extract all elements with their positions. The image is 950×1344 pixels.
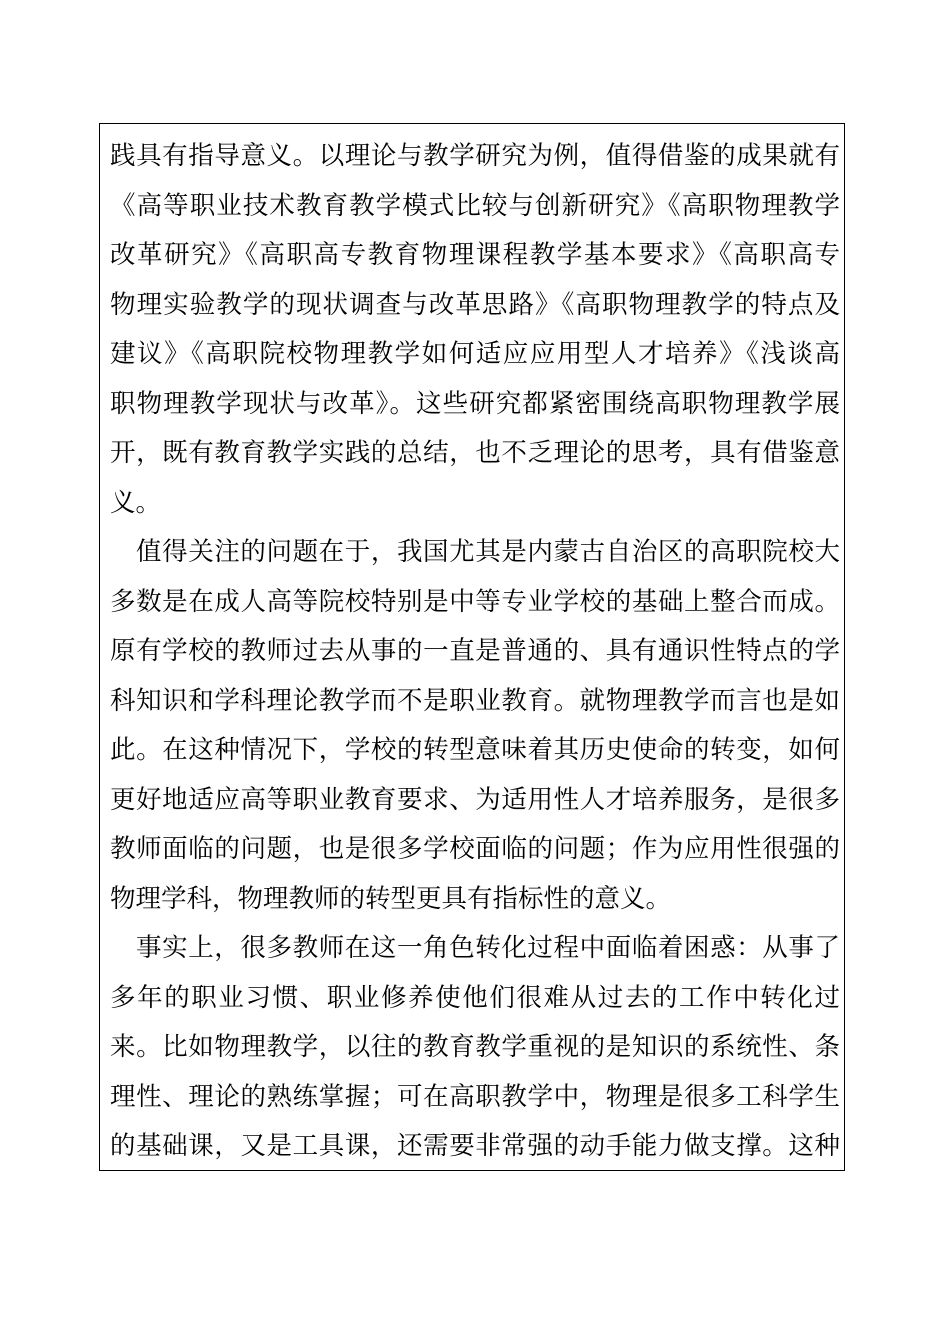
paragraph-2 [110, 528, 840, 924]
text-line: 《高等职业技术教育教学模式比较与创新研究》《高职物理教学 [110, 190, 840, 221]
text-line: 多数是在成人高等院校特别是中等专业学校的基础上整合而成。 [110, 586, 840, 617]
text-line: 此。在这种情况下，学校的转型意味着其历史使命的转变，如何 [110, 735, 840, 765]
text-line: 改革研究》《高职高专教育物理课程教学基本要求》《高职高专 [110, 240, 840, 270]
text-line: 教师面临的问题，也是很多学校面临的问题；作为应用性很强的 [110, 834, 840, 864]
text-line: 开，既有教育教学实践的总结，也不乏理论的思考，具有借鉴意 [110, 438, 840, 468]
text-line: 理性、理论的熟练掌握；可在高职教学中，物理是很多工科学生 [110, 1081, 840, 1112]
text-line: 事实上，很多教师在这一角色转化过程中面临着困惑：从事了 [136, 933, 840, 963]
text-line: 义。 [110, 487, 162, 518]
text-line: 的基础课，又是工具课，还需要非常强的动手能力做支撑。这种 [110, 1131, 840, 1161]
text-line: 物理学科，物理教师的转型更具有指标性的意义。 [110, 883, 672, 914]
text-line: 建议》《高职院校物理教学如何适应应用型人才培养》《浅谈高 [110, 339, 840, 369]
text-line: 来。比如物理教学，以往的教育教学重视的是知识的系统性、条 [110, 1032, 840, 1062]
text-line: 物理实验教学的现状调查与改革思路》《高职物理教学的特点及 [110, 289, 840, 320]
text-line: 践具有指导意义。以理论与教学研究为例，值得借鉴的成果就有 [110, 141, 840, 171]
text-line: 原有学校的教师过去从事的一直是普通的、具有通识性特点的学 [110, 636, 840, 666]
paragraph-1 [110, 132, 840, 528]
text-line: 职物理教学现状与改革》。这些研究都紧密围绕高职物理教学展 [110, 388, 840, 419]
text-line: 更好地适应高等职业教育要求、为适用性人才培养服务，是很多 [110, 784, 840, 815]
text-line: 科知识和学科理论教学而不是职业教育。就物理教学而言也是如 [110, 685, 840, 716]
page-frame [99, 123, 845, 1171]
paragraph-3 [110, 924, 840, 1172]
text-line: 值得关注的问题在于，我国尤其是内蒙古自治区的高职院校大 [136, 537, 840, 567]
body-text [110, 132, 840, 1172]
text-line: 多年的职业习惯、职业修养使他们很难从过去的工作中转化过 [110, 982, 840, 1013]
